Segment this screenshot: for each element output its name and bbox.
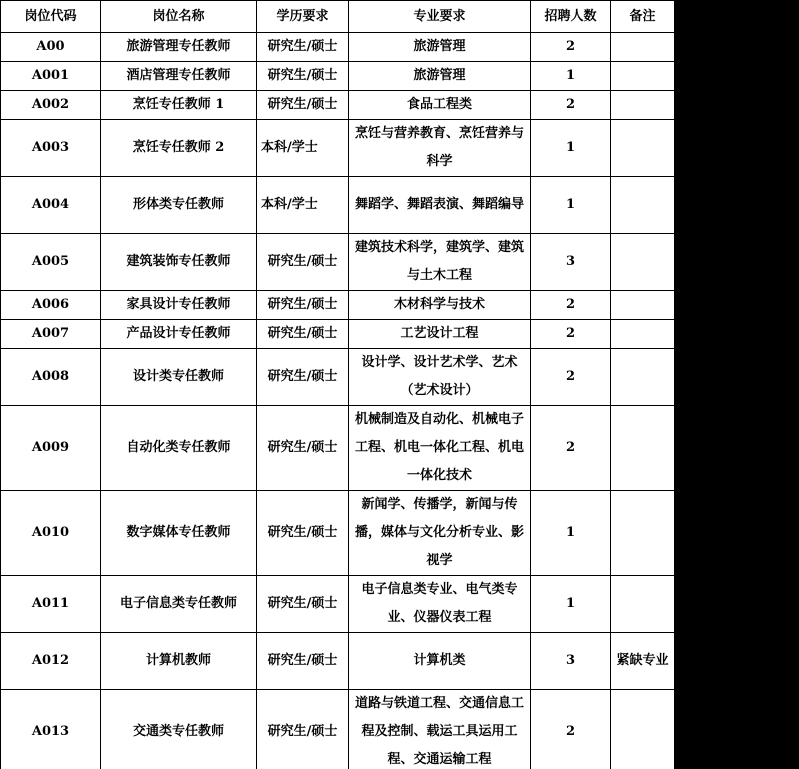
cell-note (611, 291, 675, 320)
cell-major: 机械制造及自动化、机械电子工程、机电一体化工程、机电一体化技术 (349, 406, 531, 491)
header-count: 招聘人数 (531, 1, 611, 33)
cell-edu: 研究生/硕士 (257, 291, 349, 320)
cell-code: A013 (1, 690, 101, 769)
header-edu: 学历要求 (257, 1, 349, 33)
cell-count: 2 (531, 690, 611, 769)
cell-code: A010 (1, 491, 101, 576)
cell-count: 1 (531, 576, 611, 633)
cell-code: A006 (1, 291, 101, 320)
cell-count: 1 (531, 62, 611, 91)
cell-note (611, 234, 675, 291)
cell-code: A011 (1, 576, 101, 633)
cell-major: 旅游管理 (349, 62, 531, 91)
cell-edu: 研究生/硕士 (257, 406, 349, 491)
header-note: 备注 (611, 1, 675, 33)
table-row (1, 406, 675, 491)
cell-major: 舞蹈学、舞蹈表演、舞蹈编导 (349, 177, 531, 234)
cell-note (611, 406, 675, 491)
cell-name: 计算机教师 (101, 633, 257, 690)
cell-code: A009 (1, 406, 101, 491)
cell-name: 形体类专任教师 (101, 177, 257, 234)
table-row (1, 320, 675, 349)
cell-name: 建筑装饰专任教师 (101, 234, 257, 291)
cell-name: 烹饪专任教师 1 (101, 91, 257, 120)
cell-note (611, 690, 675, 769)
cell-count: 1 (531, 491, 611, 576)
cell-name: 电子信息类专任教师 (101, 576, 257, 633)
cell-major: 木材科学与技术 (349, 291, 531, 320)
cell-count: 1 (531, 177, 611, 234)
cell-edu: 本科/学士 (257, 120, 349, 177)
cell-edu: 研究生/硕士 (257, 234, 349, 291)
cell-edu: 研究生/硕士 (257, 91, 349, 120)
header-name: 岗位名称 (101, 1, 257, 33)
cell-edu: 研究生/硕士 (257, 633, 349, 690)
cell-edu: 本科/学士 (257, 177, 349, 234)
cell-note (611, 120, 675, 177)
cell-code: A008 (1, 349, 101, 406)
cell-note (611, 491, 675, 576)
cell-count: 2 (531, 33, 611, 62)
cell-edu: 研究生/硕士 (257, 690, 349, 769)
cell-major: 建筑技术科学，建筑学、建筑与土木工程 (349, 234, 531, 291)
cell-code: A00 (1, 33, 101, 62)
cell-count: 2 (531, 291, 611, 320)
cell-code: A003 (1, 120, 101, 177)
table-row (1, 91, 675, 120)
table-row (1, 234, 675, 291)
cell-major: 设计学、设计艺术学、艺术（艺术设计） (349, 349, 531, 406)
cell-count: 1 (531, 120, 611, 177)
table-row (1, 491, 675, 576)
cell-note (611, 177, 675, 234)
cell-count: 2 (531, 349, 611, 406)
cell-name: 产品设计专任教师 (101, 320, 257, 349)
cell-note (611, 62, 675, 91)
cell-count: 2 (531, 320, 611, 349)
cell-edu: 研究生/硕士 (257, 491, 349, 576)
table-row (1, 33, 675, 62)
table-row (1, 349, 675, 406)
cell-code: A002 (1, 91, 101, 120)
cell-edu: 研究生/硕士 (257, 320, 349, 349)
cell-code: A007 (1, 320, 101, 349)
cell-note (611, 349, 675, 406)
cell-note: 紧缺专业 (611, 633, 675, 690)
cell-code: A004 (1, 177, 101, 234)
cell-count: 3 (531, 234, 611, 291)
table-row (1, 576, 675, 633)
cell-major: 新闻学、传播学，新闻与传播，媒体与文化分析专业、影视学 (349, 491, 531, 576)
cell-code: A005 (1, 234, 101, 291)
cell-count: 3 (531, 633, 611, 690)
table-row (1, 633, 675, 690)
cell-count: 2 (531, 406, 611, 491)
table-header-row (1, 1, 675, 33)
cell-note (611, 320, 675, 349)
header-major: 专业要求 (349, 1, 531, 33)
cell-major: 道路与铁道工程、交通信息工程及控制、载运工具运用工程、交通运输工程 (349, 690, 531, 769)
cell-edu: 研究生/硕士 (257, 576, 349, 633)
header-code: 岗位代码 (1, 1, 101, 33)
cell-major: 电子信息类专业、电气类专业、仪器仪表工程 (349, 576, 531, 633)
table-row (1, 177, 675, 234)
table-row (1, 120, 675, 177)
cell-note (611, 91, 675, 120)
cell-name: 旅游管理专任教师 (101, 33, 257, 62)
cell-major: 烹饪与营养教育、烹饪营养与科学 (349, 120, 531, 177)
cell-count: 2 (531, 91, 611, 120)
table-row (1, 690, 675, 769)
cell-code: A012 (1, 633, 101, 690)
cell-major: 旅游管理 (349, 33, 531, 62)
cell-note (611, 33, 675, 62)
cell-major: 工艺设计工程 (349, 320, 531, 349)
table-row (1, 62, 675, 91)
cell-edu: 研究生/硕士 (257, 33, 349, 62)
cell-major: 食品工程类 (349, 91, 531, 120)
cell-edu: 研究生/硕士 (257, 349, 349, 406)
cell-name: 数字媒体专任教师 (101, 491, 257, 576)
table-row (1, 291, 675, 320)
cell-major: 计算机类 (349, 633, 531, 690)
cell-code: A001 (1, 62, 101, 91)
cell-name: 自动化类专任教师 (101, 406, 257, 491)
cell-name: 设计类专任教师 (101, 349, 257, 406)
cell-name: 烹饪专任教师 2 (101, 120, 257, 177)
cell-name: 交通类专任教师 (101, 690, 257, 769)
cell-note (611, 576, 675, 633)
cell-edu: 研究生/硕士 (257, 62, 349, 91)
cell-name: 家具设计专任教师 (101, 291, 257, 320)
cell-name: 酒店管理专任教师 (101, 62, 257, 91)
